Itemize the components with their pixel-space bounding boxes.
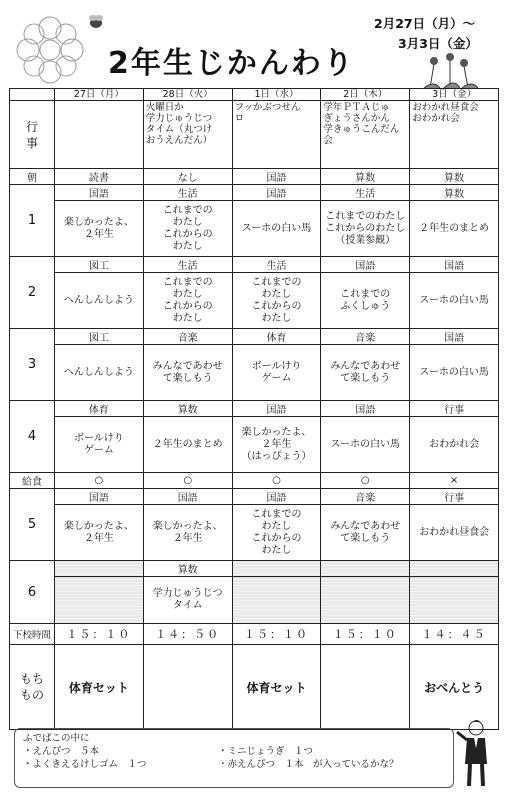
content-cell: 楽しかったよ、 ２年生 — [143, 505, 232, 561]
bee-icon — [86, 14, 106, 30]
content-cell: これまでの わたし これからの わたし — [143, 273, 232, 329]
period-number: 4 — [10, 401, 55, 473]
subject-cell: 音楽 — [321, 329, 410, 345]
belongings-cell: 体育セット — [232, 645, 321, 730]
period-6-subject-row — [10, 561, 499, 577]
belongings-row — [10, 645, 499, 730]
dandelion-icon — [420, 52, 482, 88]
subject-cell: 行事 — [410, 401, 499, 417]
period-4-subject-row — [10, 401, 499, 417]
day-header: 3日（金） — [410, 89, 499, 101]
lunch-cell: ○ — [55, 473, 144, 489]
teacher-figure-icon — [454, 718, 498, 790]
subject-cell: 音楽 — [321, 489, 410, 505]
dismissal-row — [10, 624, 499, 645]
note-item: ・えんぴつ ５本 — [23, 746, 100, 757]
note-heading: ふでばこの中に — [23, 733, 90, 744]
period-4-content-row — [10, 417, 499, 473]
subject-cell: 生活 — [143, 257, 232, 273]
event-row — [10, 101, 499, 169]
note-item: ・よくきえるけしゴム １つ — [23, 759, 147, 770]
event-cell: フッかぶつせん ロ — [232, 101, 321, 169]
event-label: 行事 — [10, 101, 55, 169]
content-cell: みんなであわせ て楽しもう — [143, 345, 232, 401]
content-cell: 楽しかったよ、 ２年生 — [55, 505, 144, 561]
morning-row — [10, 169, 499, 185]
event-cell: おわかれ昼食会 おわかれ会 — [410, 101, 499, 169]
belongings-cell — [143, 645, 232, 730]
lunch-cell: ○ — [232, 473, 321, 489]
day-header: 28日（火） — [143, 89, 232, 101]
subject-cell: 図工 — [55, 257, 144, 273]
subject-cell: 音楽 — [143, 329, 232, 345]
dismissal-cell: １４：４５ — [410, 624, 499, 645]
header — [0, 0, 508, 88]
lunch-label: 給食 — [10, 473, 55, 489]
content-cell: これまでの ふくしゅう — [321, 273, 410, 329]
pencil-case-note — [14, 728, 454, 788]
content-cell: スーホの白い馬 — [410, 345, 499, 401]
subject-cell: 図工 — [55, 329, 144, 345]
page-title: 2年生じかんわり — [108, 46, 355, 81]
period-1-content-row — [10, 201, 499, 257]
subject-cell: 国語 — [143, 489, 232, 505]
subject-cell: 国語 — [410, 257, 499, 273]
period-6-content-row — [10, 577, 499, 624]
subject-cell: 算数 — [143, 561, 232, 577]
content-cell: 楽しかったよ、 ２年生 （はっぴょう） — [232, 417, 321, 473]
lunch-cell: × — [410, 473, 499, 489]
day-header: 1日（水） — [232, 89, 321, 101]
content-cell: これまでのわたし これからのわたし （授業参観） — [321, 201, 410, 257]
morning-cell: 読書 — [55, 169, 144, 185]
subject-cell: 国語 — [321, 401, 410, 417]
subject-cell: 国語 — [410, 329, 499, 345]
day-header: 2日（木） — [321, 89, 410, 101]
belongings-label: もちもの — [10, 645, 55, 730]
period-number: 5 — [10, 489, 55, 561]
dismissal-cell: １５：１０ — [321, 624, 410, 645]
lunch-cell: ○ — [321, 473, 410, 489]
period-number: 6 — [10, 561, 55, 624]
content-cell: スーホの白い馬 — [321, 417, 410, 473]
dismissal-cell: １５：１０ — [55, 624, 144, 645]
morning-cell: 国語 — [232, 169, 321, 185]
content-cell: みんなであわせ て楽しもう — [321, 505, 410, 561]
event-cell — [55, 101, 144, 169]
morning-cell: 算数 — [321, 169, 410, 185]
content-cell: へんしんしよう — [55, 273, 144, 329]
period-1-subject-row — [10, 185, 499, 201]
subject-cell: 生活 — [232, 257, 321, 273]
content-cell: スーホの白い馬 — [232, 201, 321, 257]
subject-cell: 算数 — [410, 185, 499, 201]
content-cell: これまでの わたし これからの わたし — [232, 273, 321, 329]
subject-cell: 体育 — [55, 401, 144, 417]
note-item: ・赤えんぴつ １本 が入っているかな？ — [218, 759, 399, 770]
content-cell: これまでの わたし これからの わたし — [143, 201, 232, 257]
lunch-row — [10, 473, 499, 489]
content-cell: これまでの わたし これからの わたし — [232, 505, 321, 561]
morning-cell: なし — [143, 169, 232, 185]
subject-cell: 行事 — [410, 489, 499, 505]
period-5-subject-row — [10, 489, 499, 505]
content-cell: ボールけり ゲーム — [232, 345, 321, 401]
morning-label: 朝 — [10, 169, 55, 185]
belongings-cell: 体育セット — [55, 645, 144, 730]
content-cell: ボールけり ゲーム — [55, 417, 144, 473]
period-2-subject-row — [10, 257, 499, 273]
day-header: 27日（月） — [55, 89, 144, 101]
period-5-content-row — [10, 505, 499, 561]
content-cell: ２年生のまとめ — [410, 201, 499, 257]
content-cell: おわかれ会 — [410, 417, 499, 473]
dismissal-cell: １４：５０ — [143, 624, 232, 645]
subject-cell: 生活 — [321, 185, 410, 201]
period-3-subject-row — [10, 329, 499, 345]
subject-cell: 国語 — [232, 489, 321, 505]
content-cell: 楽しかったよ、 ２年生 — [55, 201, 144, 257]
flower-decoration-icon — [14, 14, 86, 86]
subject-cell: 国語 — [55, 489, 144, 505]
event-cell: 学年ＰＴＡじゅ ぎょうさんかん 学きゅうこんだん 会 — [321, 101, 410, 169]
period-number: 1 — [10, 185, 55, 257]
date-range: 2月27日（月）～ 3月3日（金） — [374, 16, 478, 51]
subject-cell: 算数 — [143, 401, 232, 417]
subject-cell: 国語 — [55, 185, 144, 201]
event-cell: 火曜日か 学力じゅうじつ タイム（丸つけ おうえんだん） — [143, 101, 232, 169]
period-number: 3 — [10, 329, 55, 401]
timetable — [9, 88, 499, 730]
content-cell: へんしんしよう — [55, 345, 144, 401]
content-cell: ２年生のまとめ — [143, 417, 232, 473]
period-3-content-row — [10, 345, 499, 401]
subject-cell: 体育 — [232, 329, 321, 345]
content-cell: みんなであわせ て楽しもう — [321, 345, 410, 401]
note-item: ・ミニじょうぎ １つ — [218, 746, 314, 757]
subject-cell: 生活 — [143, 185, 232, 201]
content-cell: 学力じゅうじつ タイム — [143, 577, 232, 624]
subject-cell: 国語 — [232, 401, 321, 417]
dismissal-label: 下校時間 — [10, 624, 55, 645]
day-header-row — [10, 89, 499, 101]
period-2-content-row — [10, 273, 499, 329]
content-cell: おわかれ昼食会 — [410, 505, 499, 561]
content-cell: スーホの白い馬 — [410, 273, 499, 329]
belongings-cell: おべんとう — [410, 645, 499, 730]
dismissal-cell: １５：１０ — [232, 624, 321, 645]
lunch-cell: ○ — [143, 473, 232, 489]
belongings-cell — [321, 645, 410, 730]
subject-cell: 国語 — [232, 185, 321, 201]
subject-cell: 国語 — [321, 257, 410, 273]
morning-cell: 算数 — [410, 169, 499, 185]
period-number: 2 — [10, 257, 55, 329]
